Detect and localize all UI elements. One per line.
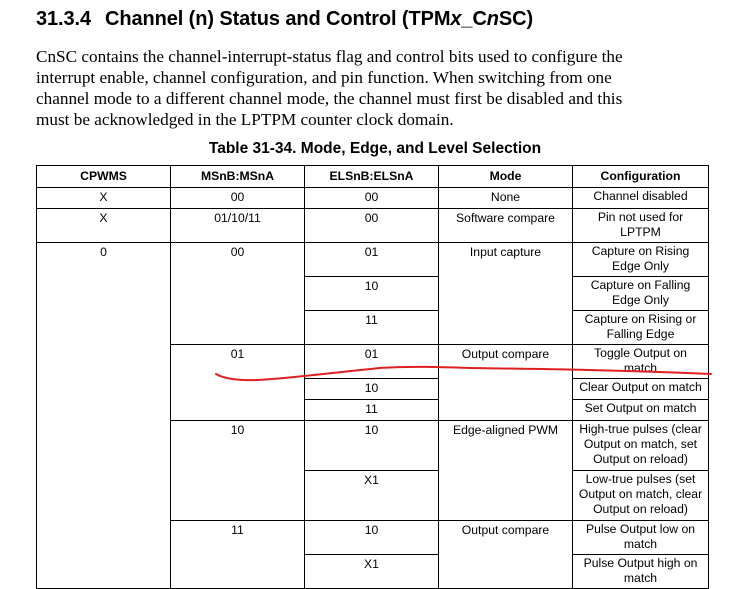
cell-cpwms: X [37, 188, 171, 209]
cell-mode: Edge-aligned PWM [439, 421, 573, 521]
cell-els: 10 [305, 379, 439, 400]
cell-els: 10 [305, 277, 439, 311]
header-els: ELSnB:ELSnA [305, 166, 439, 188]
table-row [37, 209, 709, 243]
cell-configuration: Pin not used for LPTPM [573, 209, 709, 243]
cell-mode: Output compare [439, 345, 573, 421]
cell-configuration: Pulse Output low on match [573, 521, 709, 555]
cell-configuration: Capture on Falling Edge Only [573, 277, 709, 311]
table-caption-text: Table 31-34. Mode, Edge, and Level Selection [208, 140, 542, 157]
paragraph-line: interrupt enable, channel configuration, and pin function. When switching from one [36, 68, 612, 87]
table-caption [0, 140, 738, 158]
cell-els: 10 [305, 421, 439, 471]
title-italic: x [450, 8, 462, 30]
cell-msn: 00 [171, 188, 305, 209]
cell-els: 10 [305, 521, 439, 555]
cell-configuration: Low-true pulses (set Output on match, clear Output on reload) [573, 471, 709, 521]
cell-msn: 01/10/11 [171, 209, 305, 243]
section-heading [36, 8, 533, 31]
title-part: _C [461, 8, 487, 30]
cell-els: X1 [305, 555, 439, 589]
cell-els: 11 [305, 400, 439, 421]
section-number: 31.3.4 [36, 8, 92, 30]
cell-els: 00 [305, 188, 439, 209]
cell-configuration: Set Output on match [573, 400, 709, 421]
table-row [37, 188, 709, 209]
cell-msn: 01 [171, 345, 305, 421]
title-part: Channel (n) Status and Control (TPM [105, 8, 451, 30]
cell-els: 01 [305, 345, 439, 379]
cell-configuration: Capture on Rising Edge Only [573, 243, 709, 277]
paragraph-line: channel mode to a different channel mode, the channel must first be disabled and this [36, 89, 623, 108]
cell-els: X1 [305, 471, 439, 521]
header-configuration: Configuration [573, 166, 709, 188]
cell-configuration: Clear Output on match [573, 379, 709, 400]
cell-configuration: Channel disabled [573, 188, 709, 209]
cell-mode: Input capture [439, 243, 573, 345]
cell-msn: 10 [171, 421, 305, 521]
cell-mode: Software compare [439, 209, 573, 243]
title-part: SC) [498, 8, 534, 30]
cell-cpwms: X [37, 209, 171, 243]
cell-configuration: High-true pulses (clear Output on match, set Output on reload) [573, 421, 709, 471]
description-paragraph [36, 46, 726, 130]
cell-msn: 00 [171, 243, 305, 345]
cell-configuration: Toggle Output on match [573, 345, 709, 379]
paragraph-line: CnSC contains the channel-interrupt-status flag and control bits used to configure the [36, 47, 623, 66]
cell-msn: 11 [171, 521, 305, 589]
mode-edge-level-table [36, 165, 709, 589]
paragraph-line: must be acknowledged in the LPTPM counter clock domain. [36, 110, 454, 129]
header-cpwms: CPWMS [37, 166, 171, 188]
cell-els: 00 [305, 209, 439, 243]
cell-els: 01 [305, 243, 439, 277]
cell-configuration: Capture on Rising or Falling Edge [573, 311, 709, 345]
cell-els: 11 [305, 311, 439, 345]
cell-cpwms: 0 [37, 243, 171, 589]
header-mode: Mode [439, 166, 573, 188]
header-msn: MSnB:MSnA [171, 166, 305, 188]
table-row [37, 243, 709, 277]
cell-mode: Output compare [439, 521, 573, 589]
title-italic: n [486, 8, 499, 30]
table-header-row [37, 166, 709, 188]
cell-mode: None [439, 188, 573, 209]
cell-configuration: Pulse Output high on match [573, 555, 709, 589]
